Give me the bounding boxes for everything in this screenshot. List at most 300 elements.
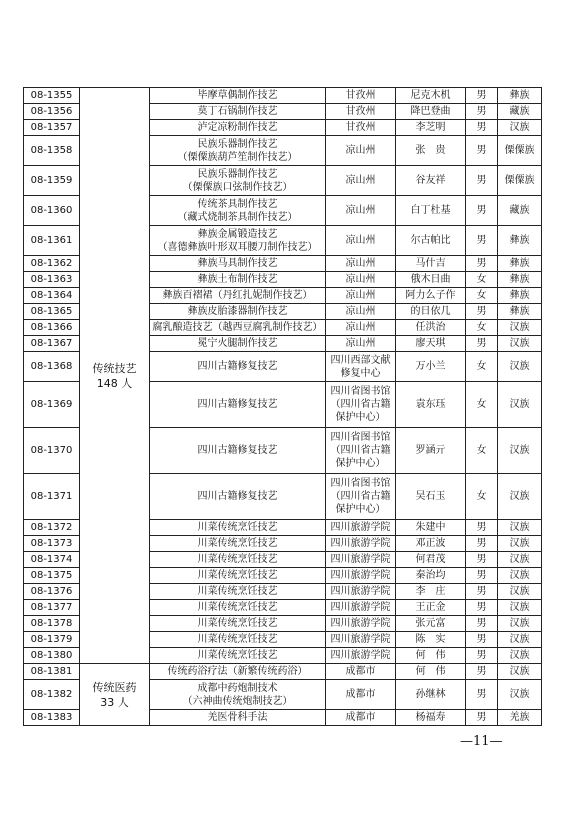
cell-gender <box>466 336 498 352</box>
cell-area <box>326 600 396 616</box>
cell-id <box>24 88 80 104</box>
cell-id <box>24 288 80 304</box>
cell-area-text: 四川西部文献 <box>330 354 391 366</box>
cell-area-text: 四川旅游学院 <box>330 650 391 661</box>
cell-ethnicity <box>498 120 542 136</box>
cell-area <box>326 226 396 256</box>
cell-project <box>150 120 326 136</box>
cell-gender-text: 男 <box>476 205 487 216</box>
cell-gender <box>466 648 498 664</box>
cell-id <box>24 256 80 272</box>
cell-id-text: 08-1372 <box>30 522 73 533</box>
cell-ethnicity <box>498 88 542 104</box>
cell-ethnicity-text: 汉族 <box>509 399 530 410</box>
cell-area <box>326 568 396 584</box>
cell-project-text: 传统茶具制作技艺 <box>197 198 278 210</box>
cell-gender <box>466 520 498 536</box>
cell-name-text: 袁东珏 <box>415 399 446 410</box>
cell-ethnicity-text: 汉族 <box>509 338 530 349</box>
cell-name <box>396 320 466 336</box>
cell-ethnicity-text: 彝族 <box>509 90 530 101</box>
cell-area-text: 四川省图书馆 <box>330 478 391 489</box>
cell-gender-text: 男 <box>476 634 487 645</box>
cell-name-text: 的日依几 <box>410 306 451 317</box>
cell-area-text: 四川旅游学院 <box>330 634 391 645</box>
cell-id <box>24 474 80 520</box>
cell-gender-text: 男 <box>476 618 487 629</box>
cell-gender <box>466 226 498 256</box>
cell-project-text: 民族乐器制作技艺 <box>197 168 278 180</box>
cell-project <box>150 352 326 382</box>
cell-ethnicity <box>498 256 542 272</box>
cell-project-text: （六神曲传统炮制技艺） <box>182 695 293 707</box>
cell-id <box>24 226 80 256</box>
cell-area <box>326 710 396 726</box>
cell-ethnicity-text: 汉族 <box>509 322 530 333</box>
cell-id-text: 08-1378 <box>30 618 73 629</box>
table-row <box>24 664 542 680</box>
cell-project <box>150 648 326 664</box>
cell-area-text: 四川旅游学院 <box>330 602 391 613</box>
cell-area <box>326 136 396 166</box>
cell-name-text: 白丁杜基 <box>410 205 451 216</box>
cell-project-text: 民族乐器制作技艺 <box>197 138 278 150</box>
cell-project-text: 川菜传统烹饪技艺 <box>197 522 278 533</box>
cell-project <box>150 320 326 336</box>
cell-area <box>326 320 396 336</box>
cell-project-text: 四川古籍修复技艺 <box>197 361 278 372</box>
cell-gender-text: 男 <box>476 145 487 156</box>
cell-project <box>150 568 326 584</box>
cell-name <box>396 520 466 536</box>
cell-area-text: 凉山州 <box>345 274 376 285</box>
cell-gender-text: 男 <box>476 90 487 101</box>
cell-area <box>326 664 396 680</box>
cell-name-text: 王正金 <box>415 602 446 613</box>
cell-gender-text: 男 <box>476 650 487 661</box>
cell-ethnicity-text: 汉族 <box>509 538 530 549</box>
cell-area-text: 保护中心） <box>335 458 386 469</box>
cell-project <box>150 584 326 600</box>
cell-gender <box>466 632 498 648</box>
cell-project <box>150 272 326 288</box>
cell-gender <box>466 136 498 166</box>
cell-area <box>326 536 396 552</box>
cell-name <box>396 196 466 226</box>
cell-name <box>396 304 466 320</box>
cell-ethnicity-text: 汉族 <box>509 491 530 502</box>
cell-ethnicity <box>498 664 542 680</box>
cell-gender <box>466 382 498 428</box>
cell-area-text: 四川旅游学院 <box>330 618 391 629</box>
cell-ethnicity <box>498 710 542 726</box>
cell-ethnicity <box>498 196 542 226</box>
cell-gender <box>466 166 498 196</box>
cell-name-text: 孙继林 <box>415 689 446 700</box>
cell-id <box>24 710 80 726</box>
cell-project-text: 川菜传统烹饪技艺 <box>197 602 278 613</box>
cell-id <box>24 632 80 648</box>
table-row <box>24 88 542 104</box>
cell-project-text: 川菜传统烹饪技艺 <box>197 618 278 629</box>
cell-ethnicity <box>498 320 542 336</box>
cell-id-text: 08-1362 <box>30 258 73 269</box>
cell-name <box>396 474 466 520</box>
cell-ethnicity <box>498 600 542 616</box>
cell-name <box>396 166 466 196</box>
cell-name-text: 尔古帕比 <box>410 235 451 246</box>
cell-area <box>326 616 396 632</box>
cell-id <box>24 584 80 600</box>
cell-project-text: 成都中药炮制技术 <box>197 682 278 694</box>
cell-project-text: 彝族土布制作技艺 <box>197 274 278 285</box>
cell-ethnicity <box>498 272 542 288</box>
cell-id-text: 08-1356 <box>30 106 73 117</box>
cell-id <box>24 520 80 536</box>
cell-name <box>396 88 466 104</box>
cell-project-text: 川菜传统烹饪技艺 <box>197 554 278 565</box>
cell-area-text: 凉山州 <box>345 175 376 186</box>
cell-area-text: 四川旅游学院 <box>330 570 391 581</box>
cell-category <box>80 88 150 664</box>
cell-ethnicity <box>498 304 542 320</box>
cell-ethnicity-text: 汉族 <box>509 650 530 661</box>
cell-category <box>80 664 150 726</box>
cell-area <box>326 196 396 226</box>
cell-name <box>396 632 466 648</box>
cell-project <box>150 710 326 726</box>
cell-name-text: 何 伟 <box>415 650 446 661</box>
cell-area <box>326 648 396 664</box>
cell-area <box>326 552 396 568</box>
cell-id-text: 08-1359 <box>30 175 73 186</box>
cell-gender-text: 男 <box>476 602 487 613</box>
cell-name-text: 罗涵亓 <box>415 445 446 456</box>
cell-area <box>326 304 396 320</box>
cell-project-text: 川菜传统烹饪技艺 <box>197 650 278 661</box>
cell-ethnicity-text: 彝族 <box>509 235 530 246</box>
cell-name-text: 邓正波 <box>415 538 446 549</box>
cell-project <box>150 336 326 352</box>
cell-gender-text: 男 <box>476 689 487 700</box>
cell-id <box>24 352 80 382</box>
cell-id <box>24 428 80 474</box>
cell-area <box>326 88 396 104</box>
cell-gender-text: 男 <box>476 306 487 317</box>
cell-area-text: 四川旅游学院 <box>330 522 391 533</box>
cell-name <box>396 352 466 382</box>
cell-name <box>396 272 466 288</box>
cell-id <box>24 272 80 288</box>
cell-gender <box>466 272 498 288</box>
cell-ethnicity <box>498 632 542 648</box>
cell-name <box>396 428 466 474</box>
category-count: 33 人 <box>100 695 129 709</box>
cell-id <box>24 680 80 710</box>
cell-name <box>396 336 466 352</box>
cell-name-text: 陈 实 <box>415 634 446 645</box>
cell-project-text: （喜德彝族叶形双耳腰刀制作技艺） <box>157 241 318 253</box>
cell-project <box>150 600 326 616</box>
cell-id <box>24 196 80 226</box>
cell-id <box>24 320 80 336</box>
cell-ethnicity <box>498 552 542 568</box>
cell-project <box>150 304 326 320</box>
cell-area-text: 凉山州 <box>345 235 376 246</box>
cell-gender-text: 男 <box>476 586 487 597</box>
cell-area-text: 保护中心） <box>335 412 386 423</box>
cell-name <box>396 584 466 600</box>
cell-area-text: 四川旅游学院 <box>330 586 391 597</box>
cell-name <box>396 288 466 304</box>
inheritors-table <box>23 87 542 726</box>
cell-id-text: 08-1371 <box>30 491 73 502</box>
cell-gender <box>466 88 498 104</box>
cell-ethnicity-text: 彝族 <box>509 290 530 301</box>
cell-name-text: 李芝明 <box>415 122 446 133</box>
cell-project <box>150 664 326 680</box>
cell-gender <box>466 320 498 336</box>
cell-area-text: 凉山州 <box>345 145 376 156</box>
cell-area <box>326 120 396 136</box>
cell-area-text: 凉山州 <box>345 338 376 349</box>
cell-gender-text: 男 <box>476 570 487 581</box>
cell-project-text: 川菜传统烹饪技艺 <box>197 634 278 645</box>
cell-gender-text: 男 <box>476 554 487 565</box>
cell-project-text: 莫丁石锅制作技艺 <box>197 106 278 117</box>
cell-project <box>150 616 326 632</box>
cell-project <box>150 474 326 520</box>
cell-area-text: 甘孜州 <box>345 90 376 101</box>
cell-id-text: 08-1377 <box>30 602 73 613</box>
cell-project-text: 彝族皮胎漆器制作技艺 <box>187 306 288 317</box>
cell-name-text: 马什吉 <box>415 258 446 269</box>
cell-project-text: 川菜传统烹饪技艺 <box>197 538 278 549</box>
cell-ethnicity <box>498 474 542 520</box>
cell-name-text: 降巴登曲 <box>410 106 451 117</box>
cell-gender <box>466 256 498 272</box>
category-label: 传统医药 <box>92 680 137 694</box>
cell-project <box>150 88 326 104</box>
cell-ethnicity <box>498 680 542 710</box>
cell-area-text: 凉山州 <box>345 322 376 333</box>
cell-project-text: 泸定凉粉制作技艺 <box>197 122 278 133</box>
cell-gender <box>466 536 498 552</box>
cell-gender <box>466 104 498 120</box>
cell-id <box>24 616 80 632</box>
cell-name-text: 俄木日曲 <box>410 274 451 285</box>
cell-name <box>396 648 466 664</box>
cell-ethnicity <box>498 136 542 166</box>
cell-name-text: 秦治均 <box>415 570 446 581</box>
cell-name <box>396 382 466 428</box>
cell-gender <box>466 304 498 320</box>
cell-id-text: 08-1364 <box>30 290 73 301</box>
cell-project <box>150 136 326 166</box>
cell-project-text: 腐乳酿造技艺（越西豆腐乳制作技艺） <box>152 322 323 333</box>
cell-ethnicity-text: 汉族 <box>509 522 530 533</box>
cell-area-text: 成都市 <box>345 666 376 677</box>
cell-area-text: 凉山州 <box>345 205 376 216</box>
cell-name <box>396 256 466 272</box>
cell-id-text: 08-1360 <box>30 205 73 216</box>
category-count: 148 人 <box>96 376 133 390</box>
cell-ethnicity-text: 汉族 <box>509 122 530 133</box>
cell-name-text: 何 伟 <box>415 666 446 677</box>
cell-id-text: 08-1366 <box>30 322 73 333</box>
cell-ethnicity-text: 汉族 <box>509 361 530 372</box>
cell-project <box>150 226 326 256</box>
cell-area-text: 凉山州 <box>345 290 376 301</box>
cell-area <box>326 352 396 382</box>
cell-id <box>24 120 80 136</box>
cell-id <box>24 136 80 166</box>
cell-id-text: 08-1381 <box>30 666 73 677</box>
cell-name <box>396 226 466 256</box>
cell-id-text: 08-1368 <box>30 361 73 372</box>
cell-id-text: 08-1367 <box>30 338 73 349</box>
cell-area-text: 四川省图书馆 <box>330 432 391 443</box>
cell-name-text: 万小兰 <box>415 361 446 372</box>
cell-project <box>150 632 326 648</box>
cell-ethnicity <box>498 648 542 664</box>
cell-area <box>326 256 396 272</box>
cell-gender-text: 男 <box>476 235 487 246</box>
cell-gender-text: 男 <box>476 538 487 549</box>
cell-gender <box>466 710 498 726</box>
cell-name-text: 吴石玉 <box>415 491 446 502</box>
cell-ethnicity-text: 汉族 <box>509 570 530 581</box>
cell-area-text: 甘孜州 <box>345 122 376 133</box>
cell-ethnicity-text: 汉族 <box>509 634 530 645</box>
cell-ethnicity-text: 藏族 <box>509 106 530 117</box>
cell-gender-text: 女 <box>476 322 487 333</box>
cell-ethnicity <box>498 382 542 428</box>
cell-name <box>396 552 466 568</box>
cell-area <box>326 474 396 520</box>
cell-gender-text: 女 <box>476 274 487 285</box>
cell-gender-text: 男 <box>476 522 487 533</box>
cell-id-text: 08-1363 <box>30 274 73 285</box>
cell-project <box>150 536 326 552</box>
cell-gender <box>466 568 498 584</box>
cell-gender-text: 女 <box>476 491 487 502</box>
cell-project <box>150 256 326 272</box>
cell-area <box>326 428 396 474</box>
cell-project-text: 四川古籍修复技艺 <box>197 399 278 410</box>
cell-area <box>326 584 396 600</box>
cell-gender <box>466 120 498 136</box>
cell-project-text: 冕宁火腿制作技艺 <box>197 338 278 349</box>
cell-ethnicity-text: 汉族 <box>509 445 530 456</box>
cell-gender-text: 女 <box>476 445 487 456</box>
cell-ethnicity-text: 汉族 <box>509 602 530 613</box>
cell-ethnicity <box>498 352 542 382</box>
cell-area-text: （四川省古籍 <box>330 445 391 456</box>
cell-ethnicity <box>498 584 542 600</box>
cell-id-text: 08-1375 <box>30 570 73 581</box>
category-label: 传统技艺 <box>92 361 137 375</box>
cell-project-text: （傈僳族口弦制作技艺） <box>182 181 293 193</box>
cell-area <box>326 166 396 196</box>
cell-ethnicity-text: 汉族 <box>509 586 530 597</box>
cell-ethnicity <box>498 568 542 584</box>
cell-id-text: 08-1358 <box>30 145 73 156</box>
cell-name <box>396 120 466 136</box>
cell-project-text: 彝族百褶裙（丹红扎妮制作技艺） <box>162 290 313 301</box>
cell-name <box>396 710 466 726</box>
cell-id-text: 08-1380 <box>30 650 73 661</box>
cell-area <box>326 336 396 352</box>
cell-gender <box>466 584 498 600</box>
cell-id <box>24 382 80 428</box>
cell-project <box>150 520 326 536</box>
cell-ethnicity <box>498 520 542 536</box>
cell-area-text: （四川省古籍 <box>330 491 391 502</box>
cell-ethnicity-text: 傈僳族 <box>504 145 535 156</box>
cell-id-text: 08-1369 <box>30 399 73 410</box>
cell-area-text: 修复中心 <box>340 367 381 379</box>
cell-name-text: 谷友祥 <box>415 175 446 186</box>
cell-area <box>326 104 396 120</box>
cell-area-text: 凉山州 <box>345 258 376 269</box>
cell-id <box>24 104 80 120</box>
cell-project <box>150 196 326 226</box>
cell-area-text: 成都市 <box>345 712 376 723</box>
cell-id-text: 08-1373 <box>30 538 73 549</box>
cell-project-text: （藏式烧制茶具制作技艺） <box>177 211 298 223</box>
cell-name <box>396 600 466 616</box>
cell-area <box>326 382 396 428</box>
cell-name-text: 杨福寿 <box>415 712 446 723</box>
cell-id <box>24 304 80 320</box>
cell-gender <box>466 664 498 680</box>
cell-area <box>326 632 396 648</box>
cell-ethnicity-text: 汉族 <box>509 554 530 565</box>
cell-id-text: 08-1355 <box>30 90 73 101</box>
cell-gender-text: 女 <box>476 290 487 301</box>
page-number: —11— <box>460 734 503 749</box>
cell-area-text: 甘孜州 <box>345 106 376 117</box>
cell-project <box>150 104 326 120</box>
cell-name-text: 廖天琪 <box>415 338 446 349</box>
cell-area-text: （四川省古籍 <box>330 399 391 410</box>
cell-project-text: 彝族马具制作技艺 <box>197 258 278 269</box>
cell-project-text: 毕摩草偶制作技艺 <box>197 90 278 101</box>
cell-id <box>24 648 80 664</box>
cell-project-text: 四川古籍修复技艺 <box>197 445 278 456</box>
cell-name-text: 李 庄 <box>415 586 446 597</box>
cell-name <box>396 104 466 120</box>
cell-id <box>24 600 80 616</box>
cell-name-text: 尼克木机 <box>410 90 451 101</box>
cell-id <box>24 568 80 584</box>
cell-ethnicity-text: 彝族 <box>509 274 530 285</box>
cell-area <box>326 680 396 710</box>
cell-name <box>396 680 466 710</box>
cell-ethnicity <box>498 166 542 196</box>
cell-gender-text: 男 <box>476 106 487 117</box>
cell-ethnicity <box>498 536 542 552</box>
cell-ethnicity <box>498 336 542 352</box>
cell-project <box>150 288 326 304</box>
cell-project-text: 川菜传统烹饪技艺 <box>197 570 278 581</box>
cell-area-text: 凉山州 <box>345 306 376 317</box>
cell-ethnicity-text: 彝族 <box>509 258 530 269</box>
cell-name-text: 张 贵 <box>415 145 446 156</box>
cell-project-text: 川菜传统烹饪技艺 <box>197 586 278 597</box>
cell-id <box>24 166 80 196</box>
